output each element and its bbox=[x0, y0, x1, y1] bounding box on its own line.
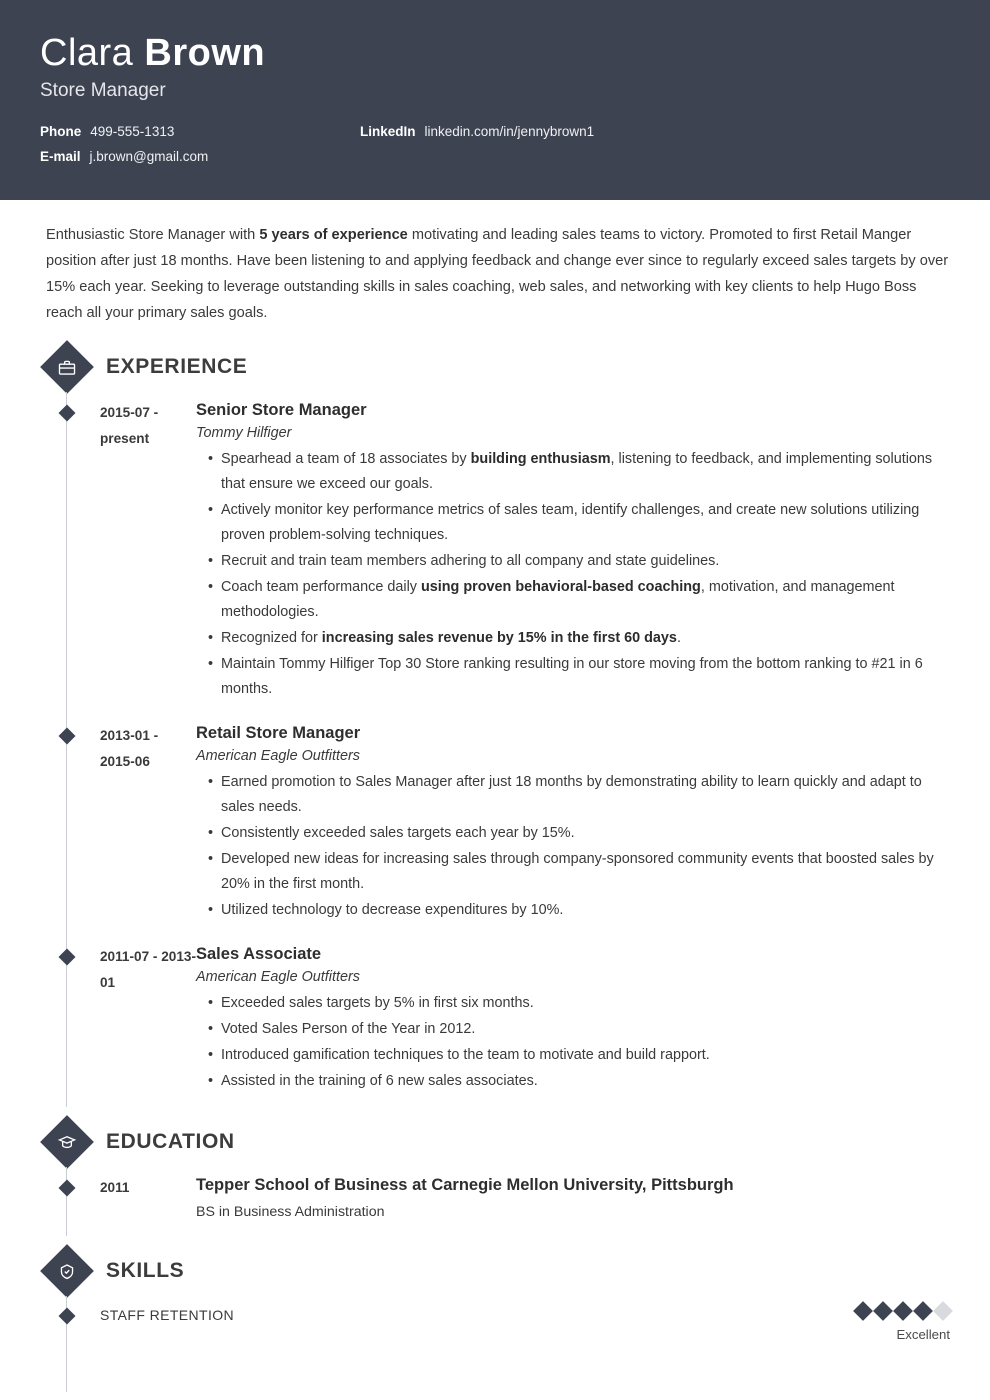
section-skills bbox=[0, 1252, 990, 1392]
rating-dot-empty bbox=[933, 1301, 953, 1321]
list-item: • Earned promotion to Sales Manager after just 18 months by demonstrating ability to learn quickly and adapt to sales needs. bbox=[210, 770, 950, 820]
entry-body bbox=[196, 942, 950, 1095]
contact-linkedin[interactable] bbox=[360, 124, 594, 139]
list-item: • Spearhead a team of 18 associates by building enthusiasm, listening to feedback, and implementing solutions that ensure we exceed our goals. bbox=[210, 447, 950, 497]
list-item: • Voted Sales Person of the Year in 2012. bbox=[210, 1017, 950, 1042]
skill-rating bbox=[856, 1304, 950, 1342]
graduation-cap-icon bbox=[40, 1115, 94, 1169]
summary-part-1: Enthusiastic Store Manager with bbox=[46, 227, 260, 243]
experience-entry bbox=[67, 936, 990, 1107]
entry-date: 2013-01 - 2015-06 bbox=[100, 728, 159, 769]
briefcase-icon bbox=[40, 340, 94, 394]
last-name: Brown bbox=[144, 32, 266, 74]
entry-date: 2011-07 - 2013-01 bbox=[100, 949, 196, 990]
experience-entry bbox=[67, 715, 990, 936]
entry-bullets bbox=[196, 447, 950, 702]
list-item: • Recognized for increasing sales revenue by 15% in the first 60 days. bbox=[210, 626, 950, 651]
contact-email[interactable] bbox=[40, 149, 360, 164]
page-title bbox=[40, 30, 950, 76]
entry-date: 2015-07 - present bbox=[100, 405, 159, 446]
entry-role: Sales Associate bbox=[196, 945, 322, 963]
job-title: Store Manager bbox=[40, 80, 166, 101]
section-title-education: EDUCATION bbox=[106, 1130, 235, 1153]
entry-role: Senior Store Manager bbox=[196, 401, 367, 419]
skills-timeline bbox=[66, 1296, 990, 1352]
contact-value-email[interactable]: j.brown@gmail.com bbox=[89, 149, 209, 164]
education-school: Tepper School of Business at Carnegie Mellon University, Pittsburgh bbox=[196, 1176, 734, 1194]
contact-value-linkedin[interactable]: linkedin.com/in/jennybrown1 bbox=[424, 124, 595, 139]
contact-phone bbox=[40, 124, 360, 139]
skill-name: STAFF RETENTION bbox=[100, 1307, 235, 1323]
rating-dot bbox=[913, 1301, 933, 1321]
summary-part-2: motivating and leading sales teams to victory. Promoted to first Retail Manger position after just 18 months. Have been listening to and applying feedback and change ever since to regularly exceed sales targets by over 15% each year. Seeking to leverage outstanding skills in sales coaching, web sales, and networking with key clients to help Hugo Boss reach all your primary sales goals. bbox=[46, 227, 949, 321]
summary-bold-1: 5 years of experience bbox=[259, 227, 408, 243]
list-item: • Coach team performance daily using proven behavioral-based coaching, motivation, and management methodologies. bbox=[210, 575, 950, 625]
entry-org: American Eagle Outfitters bbox=[196, 748, 360, 764]
contact-label-linkedin: LinkedIn bbox=[360, 124, 416, 139]
skills-badge-icon bbox=[40, 1244, 94, 1298]
list-item: • Maintain Tommy Hilfiger Top 30 Store ranking resulting in our store moving from the bottom ranking to #21 in 6 months. bbox=[210, 652, 950, 702]
entry-org: Tommy Hilfiger bbox=[196, 425, 292, 441]
section-header-experience bbox=[0, 348, 990, 386]
section-header-skills bbox=[0, 1252, 990, 1290]
contact-label-phone: Phone bbox=[40, 124, 82, 139]
professional-summary bbox=[0, 200, 990, 332]
rating-dot bbox=[893, 1301, 913, 1321]
contact-row bbox=[40, 149, 950, 164]
education-entry bbox=[67, 1167, 990, 1236]
list-item: • Assisted in the training of 6 new sales associates. bbox=[210, 1069, 950, 1094]
entry-body bbox=[196, 1173, 950, 1224]
entry-role: Retail Store Manager bbox=[196, 724, 361, 742]
contact-row bbox=[40, 124, 950, 139]
rating-dots bbox=[856, 1304, 950, 1318]
section-education bbox=[0, 1123, 990, 1236]
section-title-experience: EXPERIENCE bbox=[106, 355, 248, 378]
first-name: Clara bbox=[40, 32, 134, 74]
entry-date: 2011 bbox=[100, 1180, 130, 1195]
experience-entry bbox=[67, 392, 990, 715]
list-item: • Exceeded sales targets by 5% in first six months. bbox=[210, 991, 950, 1016]
list-item: • Developed new ideas for increasing sales through company-sponsored community events that boosted sales by 20% in the first month. bbox=[210, 847, 950, 897]
section-title-skills: SKILLS bbox=[106, 1259, 185, 1282]
resume-header bbox=[0, 0, 990, 200]
list-item: • Consistently exceeded sales targets each year by 15%. bbox=[210, 821, 950, 846]
entry-bullets bbox=[196, 991, 950, 1094]
rating-dot bbox=[873, 1301, 893, 1321]
experience-timeline bbox=[66, 392, 990, 1107]
entry-body bbox=[196, 721, 950, 924]
entry-body bbox=[196, 398, 950, 703]
section-experience bbox=[0, 348, 990, 1107]
rating-label: Excellent bbox=[896, 1327, 950, 1342]
rating-dot bbox=[853, 1301, 873, 1321]
timeline-tail bbox=[66, 1352, 990, 1392]
contact-block bbox=[40, 124, 950, 164]
list-item: • Recruit and train team members adhering to all company and state guidelines. bbox=[210, 549, 950, 574]
list-item: • Utilized technology to decrease expenditures by 10%. bbox=[210, 898, 950, 923]
entry-org: American Eagle Outfitters bbox=[196, 969, 360, 985]
skill-item bbox=[67, 1296, 990, 1352]
section-header-education bbox=[0, 1123, 990, 1161]
contact-label-email: E-mail bbox=[40, 149, 81, 164]
list-item: • Actively monitor key performance metrics of sales team, identify challenges, and create new solutions utilizing proven problem-solving techniques. bbox=[210, 498, 950, 548]
education-timeline bbox=[66, 1167, 990, 1236]
list-item: • Introduced gamification techniques to the team to motivate and build rapport. bbox=[210, 1043, 950, 1068]
education-degree: BS in Business Administration bbox=[196, 1204, 385, 1220]
contact-value-phone: 499-555-1313 bbox=[90, 124, 175, 139]
entry-bullets bbox=[196, 770, 950, 923]
